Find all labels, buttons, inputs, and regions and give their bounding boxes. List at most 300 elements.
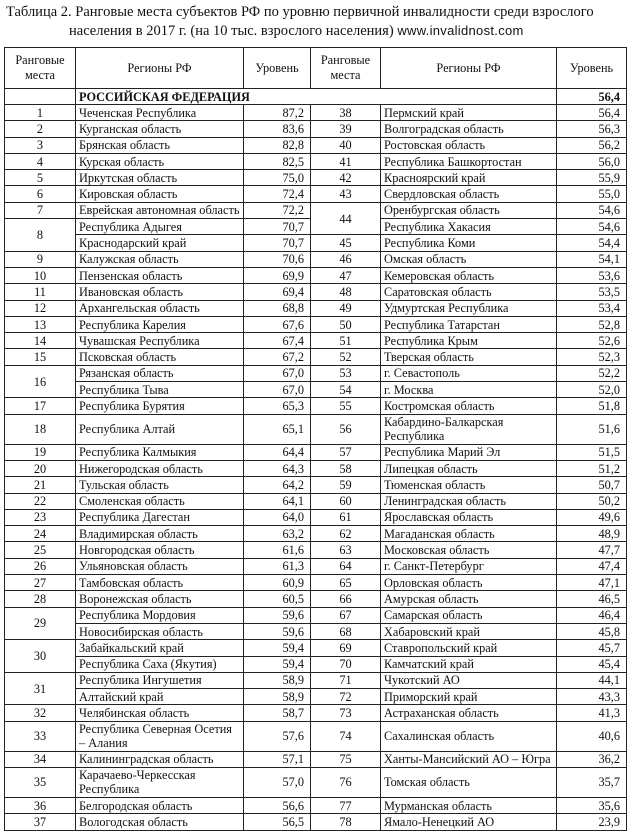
caption-line-2 [69,23,524,40]
level-value: 51,2 [557,460,627,476]
rank-cell: 75 [311,751,381,767]
region-name: Томская область [381,767,557,797]
region-name: Самарская область [381,607,557,623]
region-name: Республика Северная Осетия – Алания [76,721,244,751]
rank-cell: 12 [5,300,76,316]
rank-cell: 40 [311,137,381,153]
level-value: 72,2 [244,202,311,218]
level-value: 54,6 [557,202,627,218]
rank-cell: 55 [311,398,381,414]
rank-cell: 78 [311,814,381,830]
region-name: Республика Адыгея [76,219,244,235]
rank-cell: 29 [5,607,76,640]
table-row [5,186,627,202]
russia-rank-cell [5,89,76,105]
table-row [5,623,627,639]
region-name: Омская область [381,251,557,267]
region-name: Ульяновская область [76,558,244,574]
rank-cell: 63 [311,542,381,558]
table-row [5,558,627,574]
rank-cell: 65 [311,575,381,591]
level-value: 52,6 [557,333,627,349]
region-name: Иркутская область [76,170,244,186]
rank-cell: 59 [311,477,381,493]
level-value: 67,2 [244,349,311,365]
rank-cell: 76 [311,767,381,797]
region-name: Тюменская область [381,477,557,493]
region-name: Камчатский край [381,656,557,672]
level-value: 35,7 [557,767,627,797]
table-row [5,316,627,332]
rank-cell: 30 [5,640,76,673]
rank-cell: 41 [311,153,381,169]
table-row [5,640,627,656]
region-name: Тверская область [381,349,557,365]
rank-cell: 17 [5,398,76,414]
table-row [5,382,627,398]
table-row [5,349,627,365]
region-name: Нижегородская область [76,460,244,476]
level-value: 64,2 [244,477,311,493]
region-name: Республика Алтай [76,414,244,444]
region-name: Республика Карелия [76,316,244,332]
level-value: 46,4 [557,607,627,623]
level-value: 82,5 [244,153,311,169]
level-value: 45,4 [557,656,627,672]
rank-cell: 52 [311,349,381,365]
rank-cell: 73 [311,705,381,721]
rank-cell: 48 [311,284,381,300]
table-row [5,493,627,509]
rank-cell: 32 [5,705,76,721]
level-value: 54,6 [557,219,627,235]
level-value: 56,3 [557,121,627,137]
table-row [5,751,627,767]
region-name: Республика Крым [381,333,557,349]
region-name: Смоленская область [76,493,244,509]
region-name: Республика Тыва [76,382,244,398]
level-value: 47,7 [557,542,627,558]
header-level: Уровень [557,48,627,89]
region-name: Новосибирская область [76,623,244,639]
region-name: Вологодская область [76,814,244,830]
rank-cell: 14 [5,333,76,349]
region-name: Мурманская область [381,797,557,813]
region-name: Новгородская область [76,542,244,558]
header-region: Регионы РФ [76,48,244,89]
rank-cell: 47 [311,267,381,283]
region-name: Ямало-Ненецкий АО [381,814,557,830]
region-name: Белгородская область [76,797,244,813]
region-name: Орловская область [381,575,557,591]
rank-cell: 66 [311,591,381,607]
level-value: 55,9 [557,170,627,186]
ranking-table [4,47,627,831]
region-name: Ивановская область [76,284,244,300]
region-name: Чеченская Республика [76,105,244,121]
rank-cell: 1 [5,105,76,121]
rank-cell: 28 [5,591,76,607]
level-value: 59,6 [244,623,311,639]
level-value: 47,4 [557,558,627,574]
level-value: 82,8 [244,137,311,153]
region-name: Волгоградская область [381,121,557,137]
level-value: 56,0 [557,153,627,169]
table-row [5,284,627,300]
level-value: 64,1 [244,493,311,509]
level-value: 59,6 [244,607,311,623]
table-row [5,414,627,444]
table-body [5,89,627,831]
region-name: Хабаровский край [381,623,557,639]
region-name: Республика Татарстан [381,316,557,332]
region-name: Республика Саха (Якутия) [76,656,244,672]
region-name: г. Москва [381,382,557,398]
rank-cell: 71 [311,672,381,688]
table-row [5,477,627,493]
region-name: Амурская область [381,591,557,607]
level-value: 36,2 [557,751,627,767]
rank-cell: 8 [5,219,76,252]
level-value: 75,0 [244,170,311,186]
level-value: 58,7 [244,705,311,721]
level-value: 51,6 [557,414,627,444]
rank-cell: 33 [5,721,76,751]
rank-cell: 11 [5,284,76,300]
rank-cell: 19 [5,444,76,460]
level-value: 35,6 [557,797,627,813]
table-row [5,509,627,525]
rank-cell: 36 [5,797,76,813]
level-value: 46,5 [557,591,627,607]
region-name: Кемеровская область [381,267,557,283]
rank-cell: 16 [5,365,76,398]
region-name: Воронежская область [76,591,244,607]
level-value: 67,4 [244,333,311,349]
region-name: Псковская область [76,349,244,365]
rank-cell: 9 [5,251,76,267]
level-value: 55,0 [557,186,627,202]
level-value: 83,6 [244,121,311,137]
level-value: 58,9 [244,672,311,688]
level-value: 58,9 [244,689,311,705]
rank-cell: 50 [311,316,381,332]
rank-cell: 57 [311,444,381,460]
rank-cell: 7 [5,202,76,218]
level-value: 57,6 [244,721,311,751]
rank-cell: 68 [311,623,381,639]
rank-cell: 62 [311,526,381,542]
rank-cell: 44 [311,202,381,235]
region-name: г. Санкт-Петербург [381,558,557,574]
level-value: 56,6 [244,797,311,813]
russia-name: РОССИЙСКАЯ ФЕДЕРАЦИЯ [76,89,557,105]
level-value: 43,3 [557,689,627,705]
table-row [5,460,627,476]
rank-cell: 5 [5,170,76,186]
region-name: Оренбургская область [381,202,557,218]
region-name: Ростовская область [381,137,557,153]
table-row [5,267,627,283]
region-name: Чукотский АО [381,672,557,688]
level-value: 70,7 [244,235,311,251]
level-value: 65,3 [244,398,311,414]
region-name: Ставропольский край [381,640,557,656]
rank-cell: 31 [5,672,76,705]
rank-cell: 24 [5,526,76,542]
region-name: Саратовская область [381,284,557,300]
level-value: 64,0 [244,509,311,525]
rank-cell: 46 [311,251,381,267]
region-name: Алтайский край [76,689,244,705]
region-name: Калужская область [76,251,244,267]
table-row [5,656,627,672]
level-value: 54,1 [557,251,627,267]
level-value: 45,8 [557,623,627,639]
region-name: Сахалинская область [381,721,557,751]
region-name: Пензенская область [76,267,244,283]
region-name: Курганская область [76,121,244,137]
table-row [5,251,627,267]
level-value: 60,5 [244,591,311,607]
rank-cell: 6 [5,186,76,202]
rank-cell: 70 [311,656,381,672]
level-value: 56,2 [557,137,627,153]
header-rank: Ранговые места [311,48,381,89]
level-value: 70,6 [244,251,311,267]
table-row [5,121,627,137]
region-name: Приморский край [381,689,557,705]
level-value: 54,4 [557,235,627,251]
table-row [5,672,627,688]
table-row [5,365,627,381]
level-value: 49,6 [557,509,627,525]
level-value: 67,6 [244,316,311,332]
table-row [5,542,627,558]
rank-cell: 64 [311,558,381,574]
russia-row [5,89,627,105]
level-value: 59,4 [244,656,311,672]
rank-cell: 26 [5,558,76,574]
level-value: 48,9 [557,526,627,542]
rank-cell: 51 [311,333,381,349]
rank-cell: 20 [5,460,76,476]
header-region: Регионы РФ [381,48,557,89]
rank-cell: 74 [311,721,381,751]
level-value: 61,3 [244,558,311,574]
region-name: Республика Башкортостан [381,153,557,169]
level-value: 53,6 [557,267,627,283]
rank-cell: 35 [5,767,76,797]
rank-cell: 45 [311,235,381,251]
region-name: Карачаево-Черкесская Республика [76,767,244,797]
caption-line-1: Таблица 2. Ранговые места субъектов РФ по уровню первичной инвалидности среди взрослого [6,4,594,20]
table-row [5,607,627,623]
header-row [5,48,627,89]
rank-cell: 69 [311,640,381,656]
table-row [5,814,627,830]
level-value: 64,3 [244,460,311,476]
rank-cell: 23 [5,509,76,525]
level-value: 52,2 [557,365,627,381]
header-rank: Ранговые места [5,48,76,89]
table-row [5,689,627,705]
level-value: 51,5 [557,444,627,460]
region-name: Республика Коми [381,235,557,251]
region-name: Кировская область [76,186,244,202]
table-row [5,705,627,721]
rank-cell: 77 [311,797,381,813]
region-name: г. Севастополь [381,365,557,381]
table-row [5,767,627,797]
region-name: Свердловская область [381,186,557,202]
region-name: Липецкая область [381,460,557,476]
table-row [5,591,627,607]
level-value: 56,4 [557,105,627,121]
level-value: 67,0 [244,382,311,398]
region-name: Чувашская Республика [76,333,244,349]
table-row [5,300,627,316]
level-value: 57,0 [244,767,311,797]
rank-cell: 22 [5,493,76,509]
table-row [5,398,627,414]
level-value: 61,6 [244,542,311,558]
region-name: Кабардино-Балкарская Республика [381,414,557,444]
level-value: 56,5 [244,814,311,830]
header-level: Уровень [244,48,311,89]
region-name: Курская область [76,153,244,169]
rank-cell: 38 [311,105,381,121]
region-name: Ярославская область [381,509,557,525]
region-name: Калининградская область [76,751,244,767]
level-value: 64,4 [244,444,311,460]
region-name: Еврейская автономная область [76,202,244,218]
level-value: 69,4 [244,284,311,300]
level-value: 68,8 [244,300,311,316]
table-row [5,137,627,153]
rank-cell: 15 [5,349,76,365]
region-name: Удмуртская Республика [381,300,557,316]
rank-cell: 27 [5,575,76,591]
level-value: 44,1 [557,672,627,688]
rank-cell: 3 [5,137,76,153]
rank-cell: 67 [311,607,381,623]
rank-cell: 72 [311,689,381,705]
rank-cell: 49 [311,300,381,316]
region-name: Владимирская область [76,526,244,542]
rank-cell: 34 [5,751,76,767]
table-row [5,202,627,218]
table-row [5,575,627,591]
region-name: Республика Дагестан [76,509,244,525]
region-name: Тульская область [76,477,244,493]
table-row [5,444,627,460]
level-value: 87,2 [244,105,311,121]
level-value: 57,1 [244,751,311,767]
region-name: Московская область [381,542,557,558]
level-value: 41,3 [557,705,627,721]
region-name: Костромская область [381,398,557,414]
site-url: www.invalidnost.com [397,23,524,38]
level-value: 52,8 [557,316,627,332]
rank-cell: 2 [5,121,76,137]
rank-cell: 56 [311,414,381,444]
region-name: Республика Ингушетия [76,672,244,688]
level-value: 23,9 [557,814,627,830]
region-name: Брянская область [76,137,244,153]
rank-cell: 13 [5,316,76,332]
caption-text: населения в 2017 г. (на 10 тыс. взрослого населения) [69,23,394,39]
region-name: Республика Калмыкия [76,444,244,460]
rank-cell: 60 [311,493,381,509]
table-row [5,526,627,542]
rank-cell: 18 [5,414,76,444]
level-value: 72,4 [244,186,311,202]
region-name: Республика Мордовия [76,607,244,623]
table-row [5,721,627,751]
region-name: Красноярский край [381,170,557,186]
region-name: Тамбовская область [76,575,244,591]
region-name: Республика Хакасия [381,219,557,235]
table-row [5,105,627,121]
rank-cell: 39 [311,121,381,137]
rank-cell: 37 [5,814,76,830]
level-value: 70,7 [244,219,311,235]
level-value: 53,5 [557,284,627,300]
rank-cell: 53 [311,365,381,381]
region-name: Республика Марий Эл [381,444,557,460]
rank-cell: 10 [5,267,76,283]
rank-cell: 43 [311,186,381,202]
level-value: 59,4 [244,640,311,656]
level-value: 65,1 [244,414,311,444]
level-value: 50,7 [557,477,627,493]
region-name: Забайкальский край [76,640,244,656]
rank-cell: 61 [311,509,381,525]
level-value: 52,0 [557,382,627,398]
level-value: 47,1 [557,575,627,591]
region-name: Магаданская область [381,526,557,542]
region-name: Республика Бурятия [76,398,244,414]
rank-cell: 21 [5,477,76,493]
level-value: 60,9 [244,575,311,591]
rank-cell: 58 [311,460,381,476]
level-value: 50,2 [557,493,627,509]
region-name: Архангельская область [76,300,244,316]
table-row [5,333,627,349]
region-name: Челябинская область [76,705,244,721]
rank-cell: 25 [5,542,76,558]
table-row [5,235,627,251]
region-name: Ленинградская область [381,493,557,509]
table-caption [0,0,631,46]
table-row [5,797,627,813]
region-name: Ханты-Мансийский АО – Югра [381,751,557,767]
level-value: 40,6 [557,721,627,751]
region-name: Краснодарский край [76,235,244,251]
rank-cell: 4 [5,153,76,169]
table-row [5,170,627,186]
level-value: 52,3 [557,349,627,365]
region-name: Пермский край [381,105,557,121]
rank-cell: 42 [311,170,381,186]
region-name: Астраханская область [381,705,557,721]
level-value: 69,9 [244,267,311,283]
level-value: 45,7 [557,640,627,656]
level-value: 51,8 [557,398,627,414]
russia-level: 56,4 [557,89,627,105]
level-value: 67,0 [244,365,311,381]
